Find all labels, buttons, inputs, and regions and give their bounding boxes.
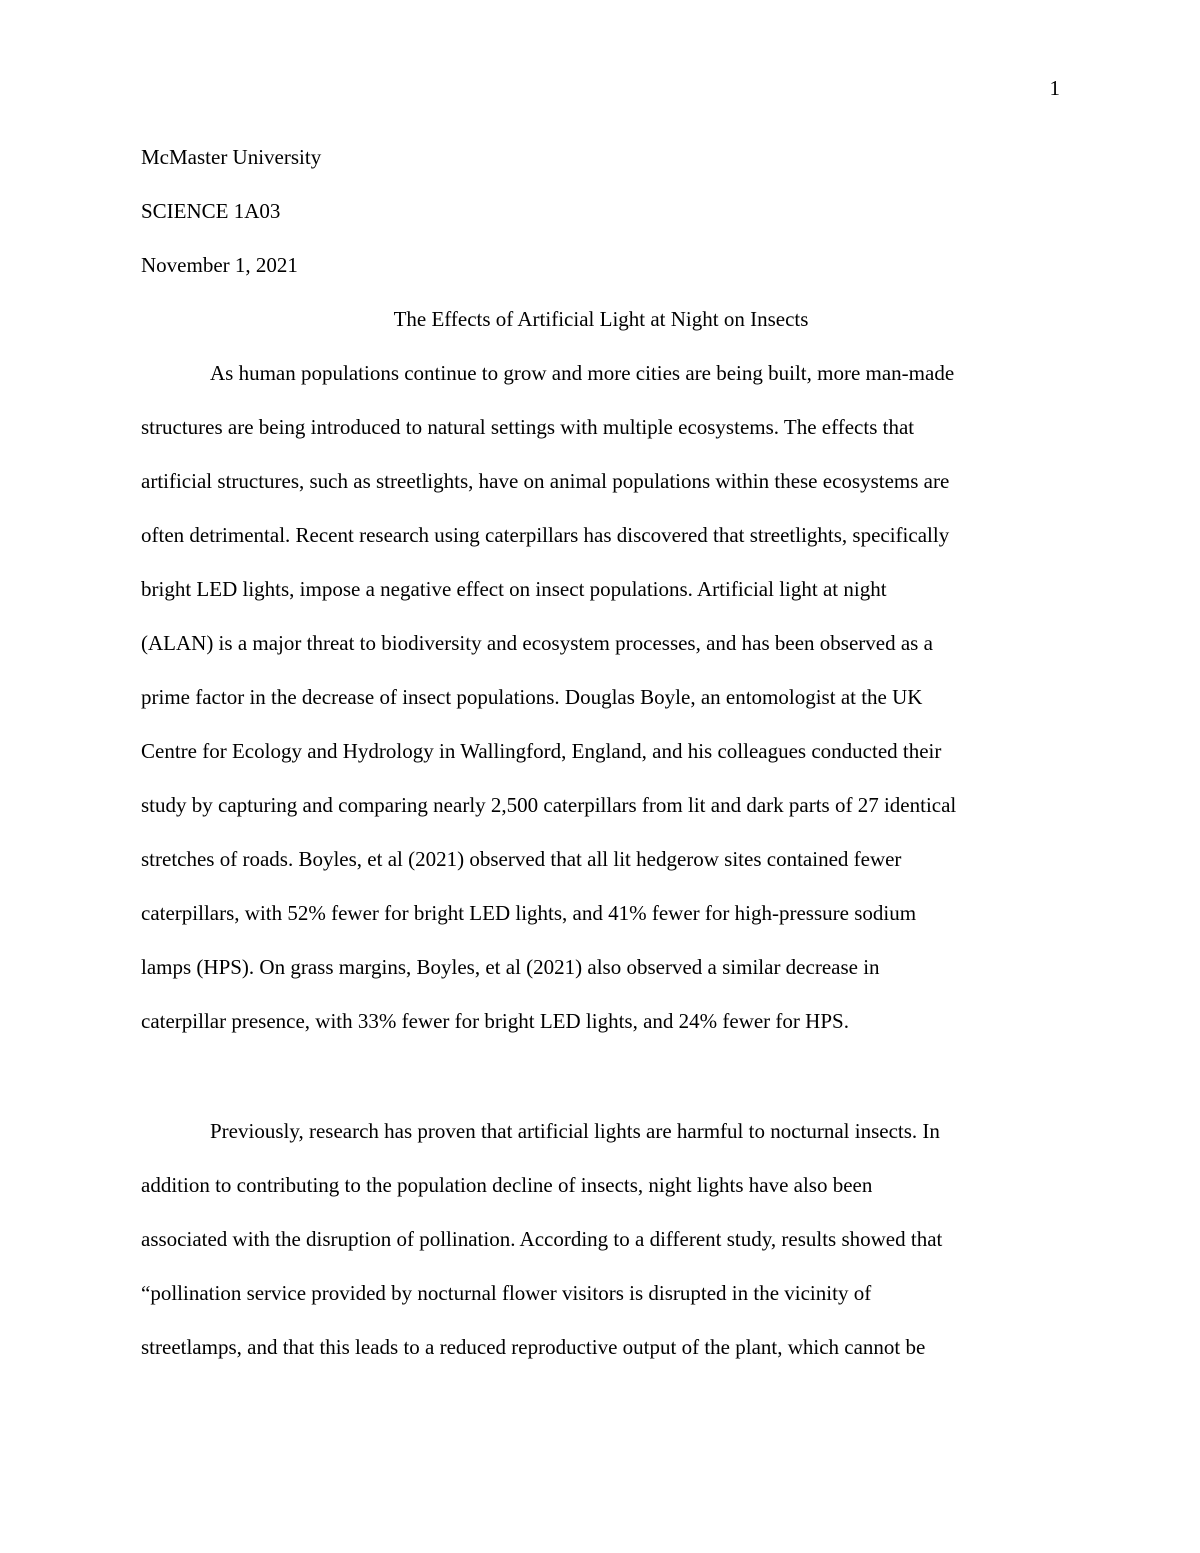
paragraph-line: “pollination service provided by nocturnal flower visitors is disrupted in the vicinity of (141, 1281, 872, 1305)
course-code: SCIENCE 1A03 (141, 199, 281, 223)
paragraph-2 (141, 1118, 1061, 1388)
paragraph-line: (ALAN) is a major threat to biodiversity and ecosystem processes, and has been observed as a (141, 631, 933, 655)
paragraph-line: structures are being introduced to natural settings with multiple ecosystems. The effects that (141, 415, 915, 439)
paragraph-line: caterpillars, with 52% fewer for bright LED lights, and 41% fewer for high-pressure sodium (141, 901, 917, 925)
paragraph-1 (141, 360, 1061, 1062)
paragraph-line: lamps (HPS). On grass margins, Boyles, et al (2021) also observed a similar decrease in (141, 955, 880, 979)
paragraph-line: associated with the disruption of pollination. According to a different study, results showed that (141, 1227, 943, 1251)
document-date: November 1, 2021 (141, 253, 298, 277)
heading-block (141, 144, 1061, 306)
paragraph-line: often detrimental. Recent research using caterpillars has discovered that streetlights, specifically (141, 523, 950, 547)
paragraph-line: artificial structures, such as streetlights, have on animal populations within these ecosystems are (141, 469, 950, 493)
paragraph-line: prime factor in the decrease of insect populations. Douglas Boyle, an entomologist at the UK (141, 685, 923, 709)
paragraph-line: addition to contributing to the population decline of insects, night lights have also been (141, 1173, 873, 1197)
paragraph-line: As human populations continue to grow and more cities are being built, more man-made (210, 361, 955, 385)
institution-name: McMaster University (141, 145, 322, 169)
paragraph-line: streetlamps, and that this leads to a reduced reproductive output of the plant, which cannot be (141, 1335, 926, 1359)
paragraph-line: Centre for Ecology and Hydrology in Wallingford, England, and his colleagues conducted their (141, 739, 942, 763)
paragraph-line: study by capturing and comparing nearly 2,500 caterpillars from lit and dark parts of 27 identical (141, 793, 957, 817)
paragraph-line: bright LED lights, impose a negative effect on insect populations. Artificial light at night (141, 577, 887, 601)
paragraph-line: caterpillar presence, with 33% fewer for bright LED lights, and 24% fewer for HPS. (141, 1009, 849, 1033)
document-title: The Effects of Artificial Light at Night on Insects (393, 307, 809, 331)
paragraph-line: stretches of roads. Boyles, et al (2021) observed that all lit hedgerow sites contained fewer (141, 847, 902, 871)
page-number: 1 (1049, 76, 1060, 100)
paragraph-line: Previously, research has proven that artificial lights are harmful to nocturnal insects. In (210, 1119, 940, 1143)
